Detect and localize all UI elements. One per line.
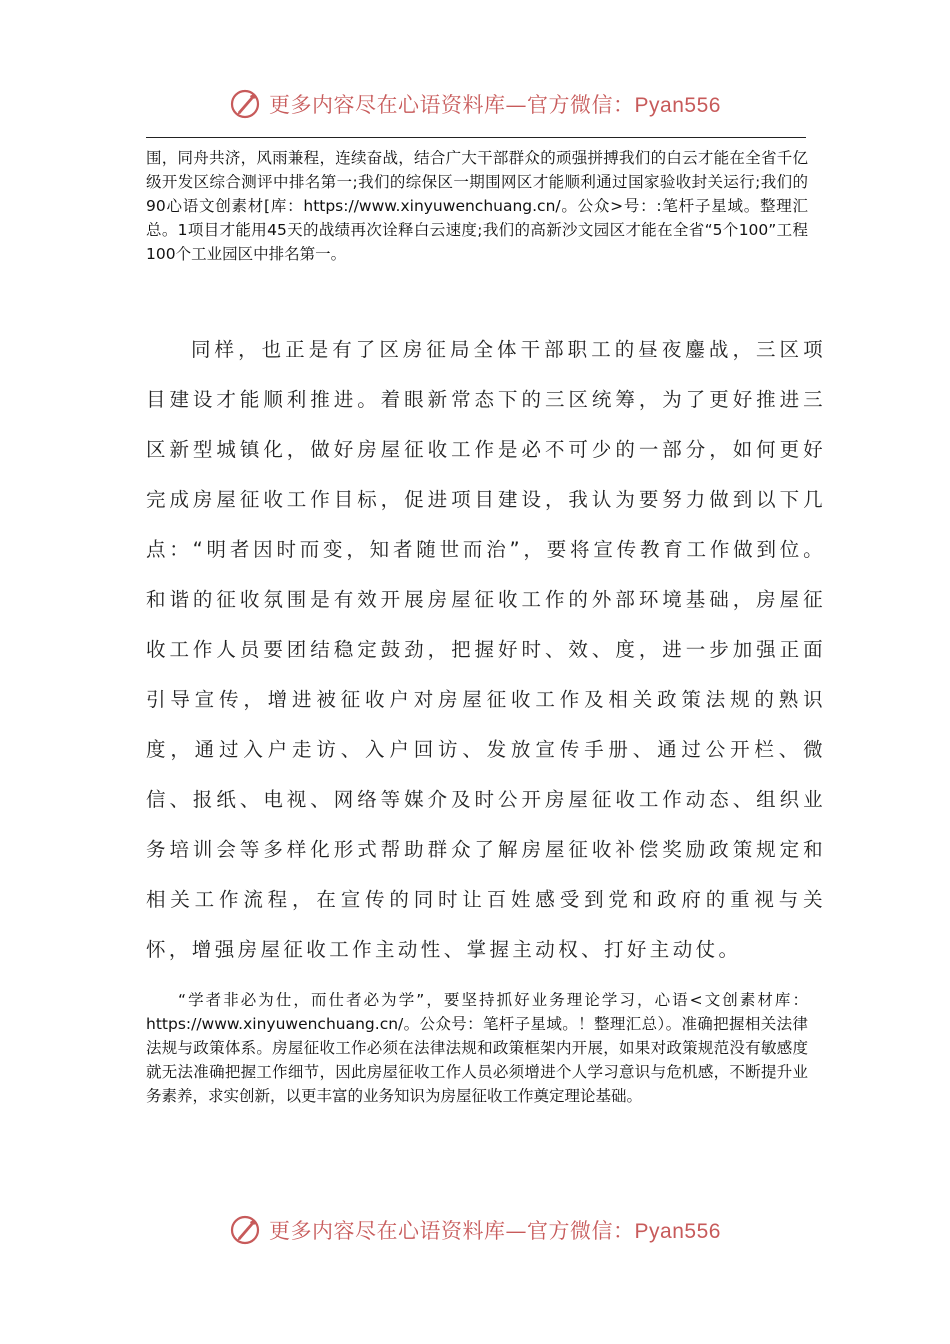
header-divider — [146, 137, 806, 138]
paragraph-3: “学者非必为仕，而仕者必为学”，要坚持抓好业务理论学习，心语<文创素材库：https://www.xinyuwenchuang.cn/。公众号：笔杆子星域。！整理汇总）。准确把握相关法律法规与政策体系。房屋征收工作必须在法律法规和政策框架内开展，如果对政策规范没有敏感度就无法准确把握工作细节，因此房屋征收工作人员必须增进个人学习意识与危机感，不断提升业务素养，求实创新，以更丰富的业务知识为房屋征收工作奠定理论基础。 — [146, 991, 808, 1105]
footer-banner — [0, 1210, 950, 1250]
quill-pen-logo-icon — [229, 88, 261, 120]
footer-banner-text — [269, 1215, 721, 1245]
paragraph-1: 围，同舟共济，风雨兼程，连续奋战，结合广大干部群众的顽强拼搏我们的白云才能在全省千亿级开发区综合测评中排名第一;我们的综保区一期围网区才能顺利通过国家验收封关运行;我们的90心语文创素材[库：https://www.xinyuwenchuang.cn/。公众>号：:笔杆子星域。整理汇总。1项目才能用45天的战绩再次诠释白云速度;我们的高新沙文园区才能在全省“5个100”工程100个工业园区中排名第一。 — [146, 149, 808, 263]
header-banner-label: 更多内容尽在心语资料库—官方微信： — [269, 93, 635, 117]
paragraph-2: 同样，也正是有了区房征局全体干部职工的昼夜鏖战，三区项目建设才能顺利推进。着眼新常态下的三区统筹，为了更好推进三区新型城镇化，做好房屋征收工作是必不可少的一部分，如何更好完成房屋征收工作目标，促进项目建设，我认为要努力做到以下几点：“明者因时而变，知者随世而治”，要将宣传教育工作做到位。和谐的征收氛围是有效开展房屋征收工作的外部环境基础，房屋征收工作人员要团结稳定鼓劲，把握好时、效、度，进一步加强正面引导宣传，增进被征收户对房屋征收工作及相关政策法规的熟识度，通过入户走访、入户回访、发放宣传手册、通过公开栏、微信、报纸、电视、网络等媒介及时公开房屋征收工作动态、组织业务培训会等多样化形式帮助群众了解房屋征收补偿奖励政策规定和相关工作流程，在宣传的同时让百姓感受到党和政府的重视与关怀，增强房屋征收工作主动性、掌握主动权、打好主动仗。 — [146, 338, 826, 961]
header-banner — [0, 84, 950, 124]
footer-banner-label: 更多内容尽在心语资料库—官方微信： — [269, 1219, 635, 1243]
quill-pen-logo-icon — [229, 1214, 261, 1246]
header-wechat-id: Pyan556 — [634, 94, 721, 117]
header-banner-text — [269, 89, 721, 119]
footer-wechat-id: Pyan556 — [634, 1220, 721, 1243]
